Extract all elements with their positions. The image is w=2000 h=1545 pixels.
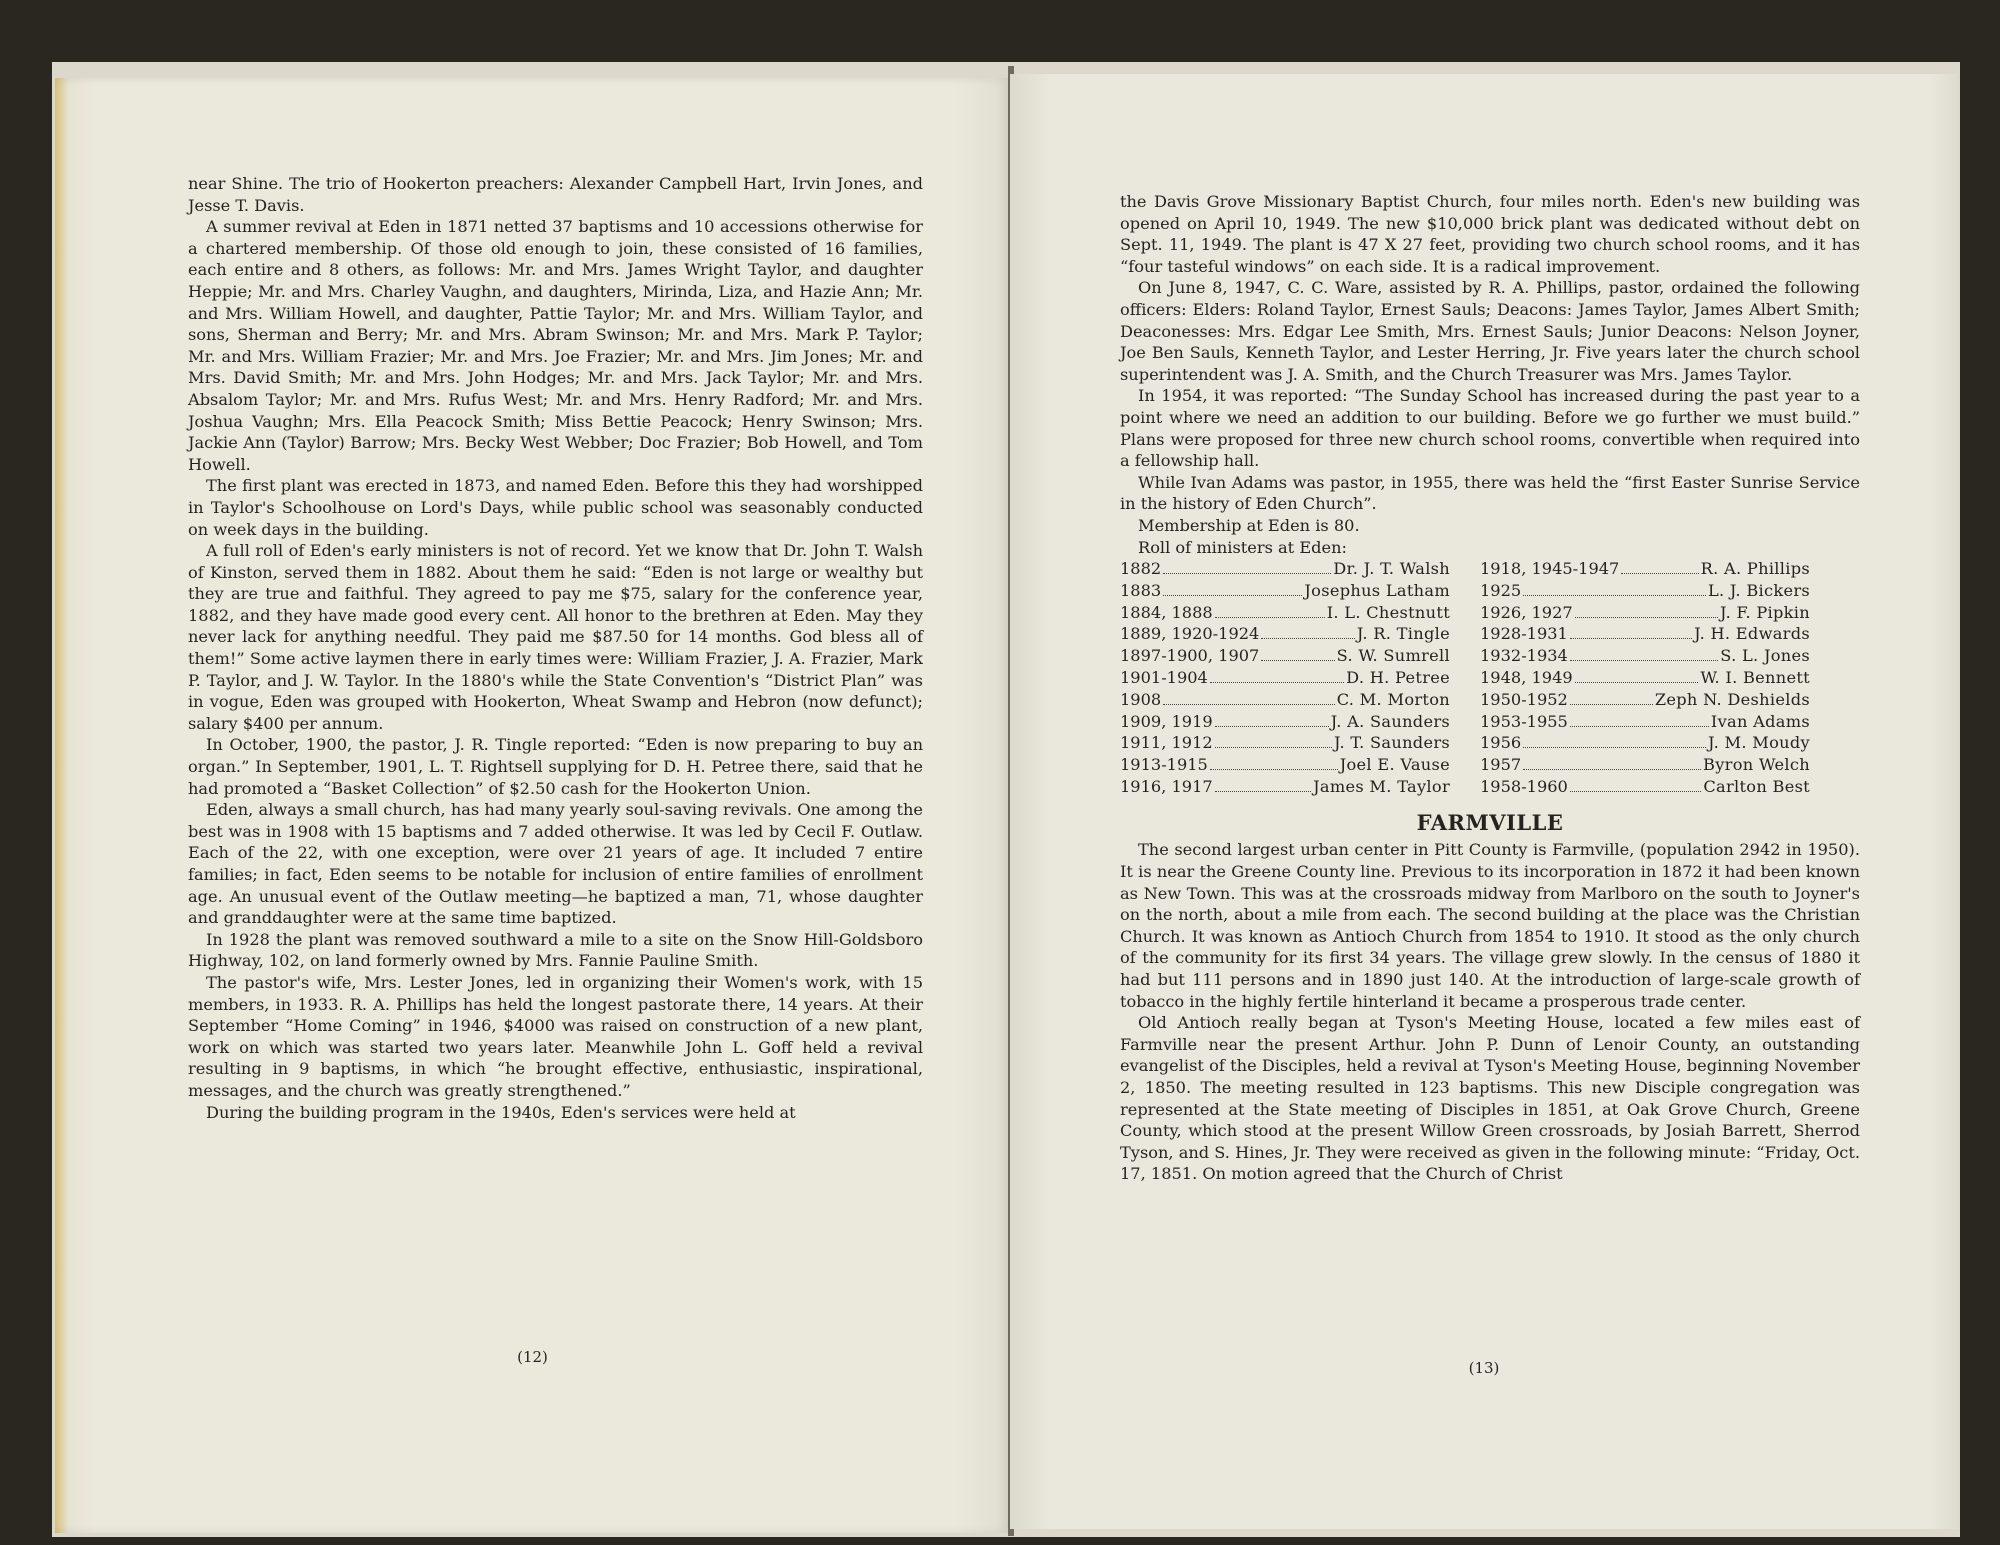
roll-minister-name: C. M. Morton	[1336, 689, 1450, 709]
paragraph: A full roll of Eden's early ministers is not of record. Yet we know that Dr. John T. Walsh of Kinston, served them in 1882. About them he said: “Eden is not large or wealthy but they are true and faithful. They agreed to pay me $75, salary for the conference year, 1882, and they have made good every cent. All honor to the brethren at Eden. May they never lack for anything needful. They paid me $87.50 for 14 months. God bless all of them!” Some active laymen there in early times were: William Frazier, J. A. Frazier, Mark P. Taylor, and J. W. Taylor. In the 1880's while the State Convention's “District Plan” was in vogue, Eden was grouped with Hookerton, Wheat Swamp and Hebron (now defunct); salary $400 per annum.	[188, 541, 923, 733]
roll-entry	[1480, 558, 1810, 580]
paragraph: near Shine. The trio of Hookerton preachers: Alexander Campbell Hart, Irvin Jones, and Jesse T. Davis.	[188, 174, 923, 215]
leader-dots	[1261, 660, 1334, 661]
roll-years: 1958-1960	[1480, 777, 1568, 797]
roll-years: 1957	[1480, 755, 1522, 775]
roll-years: 1928-1931	[1480, 624, 1568, 644]
roll-years: 1897-1900, 1907	[1120, 646, 1260, 666]
roll-years: 1926, 1927	[1480, 602, 1573, 622]
roll-minister-name: J. A. Saunders	[1330, 711, 1450, 731]
leader-dots	[1215, 747, 1332, 748]
page-number: (12)	[517, 1348, 548, 1366]
roll-years: 1908	[1120, 689, 1162, 709]
roll-years: 1956	[1480, 733, 1522, 753]
roll-entry	[1120, 645, 1450, 667]
paragraph: the Davis Grove Missionary Baptist Church, four miles north. Eden's new building was opened on April 10, 1949. The new $10,000 brick plant was dedicated without debt on Sept. 11, 1949. The plant is 47 X 27 feet, providing two church school rooms, and it has “four tasteful windows” on each side. It is a radical improvement.	[1120, 192, 1860, 276]
roll-years: 1884, 1888	[1120, 602, 1213, 622]
roll-minister-name: Joel E. Vause	[1339, 755, 1450, 775]
roll-minister-name: S. W. Sumrell	[1336, 646, 1450, 666]
paragraph: Membership at Eden is 80.	[1138, 515, 1360, 535]
roll-entry	[1480, 711, 1810, 733]
roll-entry	[1120, 776, 1450, 798]
paragraph: While Ivan Adams was pastor, in 1955, there was held the “first Easter Sunrise Service in the history of Eden Church”.	[1120, 472, 1860, 514]
paragraph: In 1928 the plant was removed southward a mile to a site on the Snow Hill-Goldsboro Highway, 102, on land formerly owned by Mrs. Fannie Pauline Smith.	[188, 929, 923, 971]
paragraph: In October, 1900, the pastor, J. R. Tingle reported: “Eden is now preparing to buy an organ.” In September, 1901, L. T. Rightsell supplying for D. H. Petree there, said that he had promoted a “Basket Collection” of $2.50 cash for the Hookerton Union.	[188, 735, 923, 798]
paragraph: Old Antioch really began at Tyson's Meeting House, located a few miles east of Farmville near the present Arthur. John P. Dunn of Lenoir County, an outstanding evangelist of the Disciples, held a revival at Tyson's Meeting House, beginning November 2, 1850. The meeting resulted in 123 baptisms. This new Disciple congregation was represented at the State meeting of Disciples in 1851, at Oak Grove Church, Greene County, which stood at the present Willow Green crossroads, by Josiah Barrett, Sherrod Tyson, and S. Hines, Jr. They were received as given in the following minute: “Friday, Oct. 17, 1851. On motion agreed that the Church of Christ	[1120, 1013, 1861, 1184]
roll-entry	[1480, 754, 1810, 776]
leader-dots	[1570, 726, 1709, 727]
roll-years: 1916, 1917	[1120, 777, 1213, 797]
roll-entry	[1480, 645, 1810, 667]
roll-minister-name: Zeph N. Deshields	[1654, 689, 1810, 709]
ministers-roll	[1120, 558, 1810, 798]
leader-dots	[1575, 682, 1699, 683]
roll-column-right	[1480, 558, 1810, 798]
leader-dots	[1570, 660, 1718, 661]
roll-years: 1883	[1120, 580, 1162, 600]
roll-entry	[1120, 711, 1450, 733]
roll-minister-name: I. L. Chestnutt	[1326, 602, 1450, 622]
roll-minister-name: L. J. Bickers	[1707, 580, 1810, 600]
roll-minister-name: James M. Taylor	[1313, 777, 1450, 797]
paragraph: Eden, always a small church, has had many yearly soul-saving revivals. One among the best was in 1908 with 15 baptisms and 7 added otherwise. It was led by Cecil F. Outlaw. Each of the 22, with one exception, were over 21 years of age. It included 7 entire families; in fact, Eden seems to be notable for inclusion of entire families of enrollment age. An unusual event of the Outlaw meeting—he baptized a man, 71, whose daughter and granddaughter were at the same time baptized.	[188, 800, 923, 928]
leader-dots	[1570, 638, 1692, 639]
roll-entry	[1480, 580, 1810, 602]
leader-dots	[1523, 769, 1701, 770]
paragraph: The pastor's wife, Mrs. Lester Jones, led in organizing their Women's work, with 15 members, in 1933. R. A. Phillips has held the longest pastorate there, 14 years. At their September “Home Coming” in 1946, $4000 was raised on construction of a new plant, work on which was started two years later. Meanwhile John L. Goff held a revival resulting in 9 baptisms, in which “he brought effective, enthusiastic, inspirational, messages, and the church was greatly strengthened.”	[188, 972, 923, 1100]
roll-entry	[1480, 689, 1810, 711]
leader-dots	[1621, 573, 1698, 574]
leader-dots	[1210, 682, 1344, 683]
roll-years: 1913-1915	[1120, 755, 1208, 775]
roll-entry	[1480, 602, 1810, 624]
roll-entry	[1120, 580, 1450, 602]
roll-years: 1882	[1120, 559, 1162, 579]
leader-dots	[1261, 638, 1355, 639]
roll-minister-name: J. M. Moudy	[1708, 733, 1810, 753]
paragraph: On June 8, 1947, C. C. Ware, assisted by R. A. Phillips, pastor, ordained the following officers: Elders: Roland Taylor, Ernest Sauls; Deacons: James Taylor, James Albert Smith; Deaconesses: Mrs. Edgar Lee Smith, Mrs. Ernest Sauls; Junior Deacons: Nelson Joyner, Joe Ben Sauls, Kenneth Taylor, and Lester Herring, Jr. Five years later the church school superintendent was J. A. Smith, and the Church Treasurer was Mrs. James Taylor.	[1120, 278, 1860, 384]
leader-dots	[1163, 595, 1302, 596]
roll-minister-name: Josephus Latham	[1304, 580, 1450, 600]
roll-years: 1889, 1920-1924	[1120, 624, 1260, 644]
roll-entry	[1480, 623, 1810, 645]
roll-entry	[1120, 732, 1450, 754]
roll-entry	[1120, 602, 1450, 624]
leader-dots	[1215, 791, 1311, 792]
roll-entry	[1120, 754, 1450, 776]
roll-years: 1901-1904	[1120, 668, 1208, 688]
roll-minister-name: D. H. Petree	[1346, 668, 1450, 688]
paragraph: In 1954, it was reported: “The Sunday School has increased during the past year to a point where we need an addition to our building. Before we go further we must build.” Plans were proposed for three new church school rooms, convertible when required into a fellowship hall.	[1120, 386, 1860, 471]
leader-dots	[1523, 747, 1706, 748]
roll-minister-name: Carlton Best	[1703, 777, 1810, 797]
roll-years: 1909, 1919	[1120, 711, 1213, 731]
paragraph: A summer revival at Eden in 1871 netted 37 baptisms and 10 accessions otherwise for a chartered membership. Of those old enough to join, these consisted of 16 families, each entire and 8 others, as follows: Mr. and Mrs. James Wright Taylor, and daughter Heppie; Mr. and Mrs. Charley Vaughn, and daughters, Mirinda, Liza, and Hazie Ann; Mr. and Mrs. William Howell, and daughter, Pattie Taylor; Mr. and Mrs. William Taylor, and sons, Sherman and Berry; Mr. and Mrs. Abram Swinson; Mr. and Mrs. Mark P. Taylor; Mr. and Mrs. William Frazier; Mr. and Mrs. Joe Frazier; Mr. and Mrs. Jim Jones; Mr. and Mrs. David Smith; Mr. and Mrs. John Hodges; Mr. and Mrs. Jack Taylor; Mr. and Mrs. Absalom Taylor; Mr. and Mrs. Rufus West; Mr. and Mrs. Henry Radford; Mr. and Mrs. Joshua Vaughn; Mrs. Ella Peacock Smith; Miss Bettie Peacock; Henry Swinson; Mrs. Jackie Ann (Taylor) Barrow; Mrs. Becky West Webber; Doc Frazier; Bob Howell, and Tom Howell.	[188, 217, 923, 474]
paragraph: The first plant was erected in 1873, and named Eden. Before this they had worshipped in Taylor's Schoolhouse on Lord's Days, while public school was seasonably conducted on week days in the building.	[188, 476, 923, 539]
page-number: (13)	[1468, 1359, 1500, 1377]
paragraph: The second largest urban center in Pitt County is Farmville, (population 2942 in 1950). It is near the Greene County line. Previous to its incorporation in 1872 it had been known as New Town. This was at the crossroads midway from Marlboro on the south to Joyner's on the north, about a mile from each. The second building at the place was the Christian Church. It was known as Antioch Church from 1854 to 1910. It stood as the only church of the community for its first 34 years. The village grew slowly. In the census of 1880 it had but 111 persons and in 1890 just 140. At the introduction of large-scale growth of tobacco in the highly fertile hinterland it became a prosperous trade center.	[1120, 840, 1860, 1011]
roll-minister-name: R. A. Phillips	[1700, 559, 1810, 579]
roll-entry	[1120, 558, 1450, 580]
leader-dots	[1523, 595, 1706, 596]
roll-column-left	[1120, 558, 1450, 798]
roll-entry	[1120, 689, 1450, 711]
roll-years: 1953-1955	[1480, 711, 1568, 731]
roll-entry	[1480, 732, 1810, 754]
roll-minister-name: J. T. Saunders	[1333, 733, 1450, 753]
roll-entry	[1480, 776, 1810, 798]
leader-dots	[1215, 617, 1325, 618]
roll-minister-name: Ivan Adams	[1710, 711, 1810, 731]
roll-minister-name: J. F. Pipkin	[1720, 602, 1810, 622]
left-page	[55, 78, 1010, 1533]
left-page-text	[188, 173, 923, 1123]
roll-entry	[1480, 667, 1810, 689]
roll-years: 1948, 1949	[1480, 668, 1573, 688]
roll-minister-name: J. R. Tingle	[1356, 624, 1450, 644]
roll-heading: Roll of ministers at Eden:	[1138, 537, 1347, 557]
roll-minister-name: S. L. Jones	[1720, 646, 1810, 666]
roll-years: 1950-1952	[1480, 689, 1568, 709]
leader-dots	[1570, 704, 1653, 705]
roll-years: 1911, 1912	[1120, 733, 1213, 753]
leader-dots	[1570, 791, 1701, 792]
paragraph: During the building program in the 1940s, Eden's services were held at	[206, 1102, 796, 1122]
leader-dots	[1215, 726, 1329, 727]
leader-dots	[1163, 704, 1334, 705]
leader-dots	[1210, 769, 1338, 770]
roll-minister-name: W. I. Bennett	[1700, 668, 1810, 688]
roll-minister-name: Byron Welch	[1703, 755, 1810, 775]
right-page-text	[1120, 191, 1860, 1185]
roll-minister-name: J. H. Edwards	[1694, 624, 1810, 644]
roll-years: 1932-1934	[1480, 646, 1568, 666]
leader-dots	[1575, 617, 1718, 618]
roll-years: 1925	[1480, 580, 1522, 600]
section-title: FARMVILLE	[1416, 809, 1564, 835]
roll-minister-name: Dr. J. T. Walsh	[1333, 559, 1450, 579]
roll-years: 1918, 1945-1947	[1480, 559, 1620, 579]
leader-dots	[1163, 573, 1331, 574]
roll-entry	[1120, 667, 1450, 689]
right-page	[1010, 74, 1958, 1529]
roll-entry	[1120, 623, 1450, 645]
